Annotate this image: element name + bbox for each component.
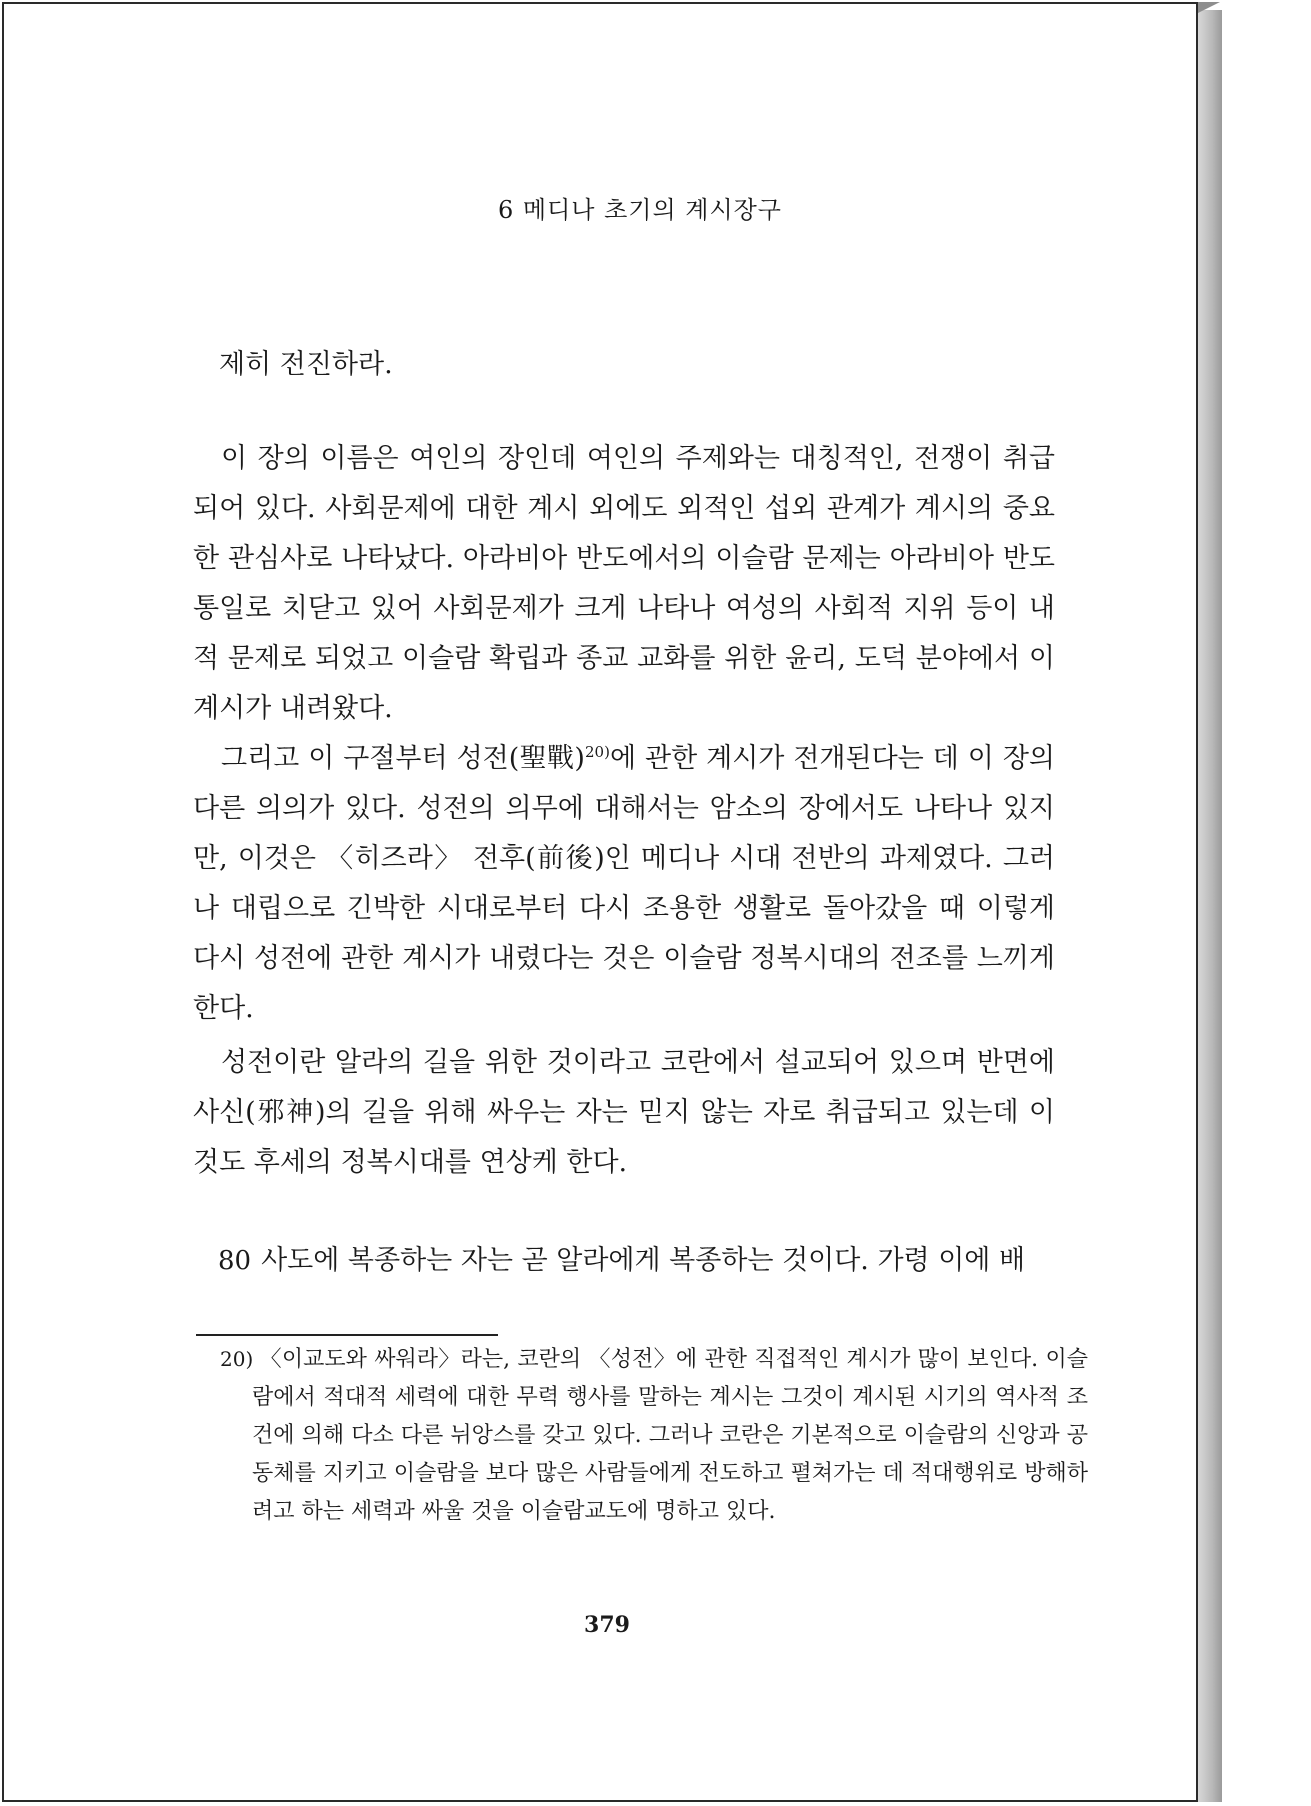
page-edge <box>1197 10 1222 1802</box>
footnote-number: 20) <box>220 1347 254 1371</box>
page-number: 379 <box>584 1612 630 1638</box>
paragraph-2 <box>193 734 1055 1034</box>
page-corner <box>1196 2 1220 14</box>
book-page <box>2 2 1198 1802</box>
paragraph-3: 성전이란 알라의 길을 위한 것이라고 코란에서 설교되어 있으며 반면에 사신(邪神)의 길을 위해 싸우는 자는 믿지 않는 자로 취급되고 있는데 이것도 후세의 정복시대를 연상케 한다. <box>193 1047 1055 1178</box>
verse <box>218 1236 1058 1286</box>
footnote-reference: 20) <box>584 743 610 761</box>
paragraph-1: 이 장의 이름은 여인의 장인데 여인의 주제와는 대칭적인, 전쟁이 취급되어 있다. 사회문제에 대한 계시 외에도 외적인 섭외 관계가 계시의 중요한 관심사로 나타났다. 아라비아 반도에서의 이슬람 문제는 아라비아 반도 통일로 치닫고 있어 사회문제가 크게 나타나 여성의 사회적 지위 등이 내적 문제로 되었고 이슬람 확립과 종교 교화를 위한 윤리, 도덕 분야에서 이 계시가 내려왔다. <box>193 443 1055 724</box>
footnote-text: 〈이교도와 싸워라〉라는, 코란의 〈성전〉에 관한 직접적인 계시가 많이 보인다. 이슬람에서 적대적 세력에 대한 무력 행사를 말하는 계시는 그것이 계시된 시기의 역사적 조건에 의해 다소 다른 뉘앙스를 갖고 있다. 그러나 코란은 기본적으로 이슬람의 신앙과 공동체를 지키고 이슬람을 보다 많은 사람들에게 전도하고 펼쳐가는 데 적대행위로 방해하려고 하는 세력과 싸울 것을 이슬람교도에 명하고 있다. <box>252 1347 1088 1524</box>
verse-text: 사도에 복종하는 자는 곧 알라에게 복종하는 것이다. 가령 이에 배 <box>261 1245 1026 1276</box>
verse-number: 80 <box>218 1246 252 1276</box>
paragraph-2-text-b: 에 관한 계시가 전개된다는 데 이 장의 다른 의의가 있다. 성전의 의무에 대해서는 암소의 장에서도 나타나 있지만, 이것은 〈히즈라〉 전후(前後)인 메디나 시대 전반의 과제였다. 그러나 대립으로 긴박한 시대로부터 다시 조용한 생활로 돌아갔을 때 이렇게 다시 성전에 관한 계시가 내렸다는 것은 이슬람 정복시대의 전조를 느끼게 한다. <box>193 743 1055 1024</box>
running-head: 6 메디나 초기의 계시장구 <box>498 196 782 224</box>
footnote <box>220 1340 1088 1531</box>
paragraph-2-text-a: 그리고 이 구절부터 성전(聖戰) <box>221 743 585 774</box>
footnote-rule <box>196 1334 498 1336</box>
continued-text: 제히 전진하라. <box>219 349 393 380</box>
